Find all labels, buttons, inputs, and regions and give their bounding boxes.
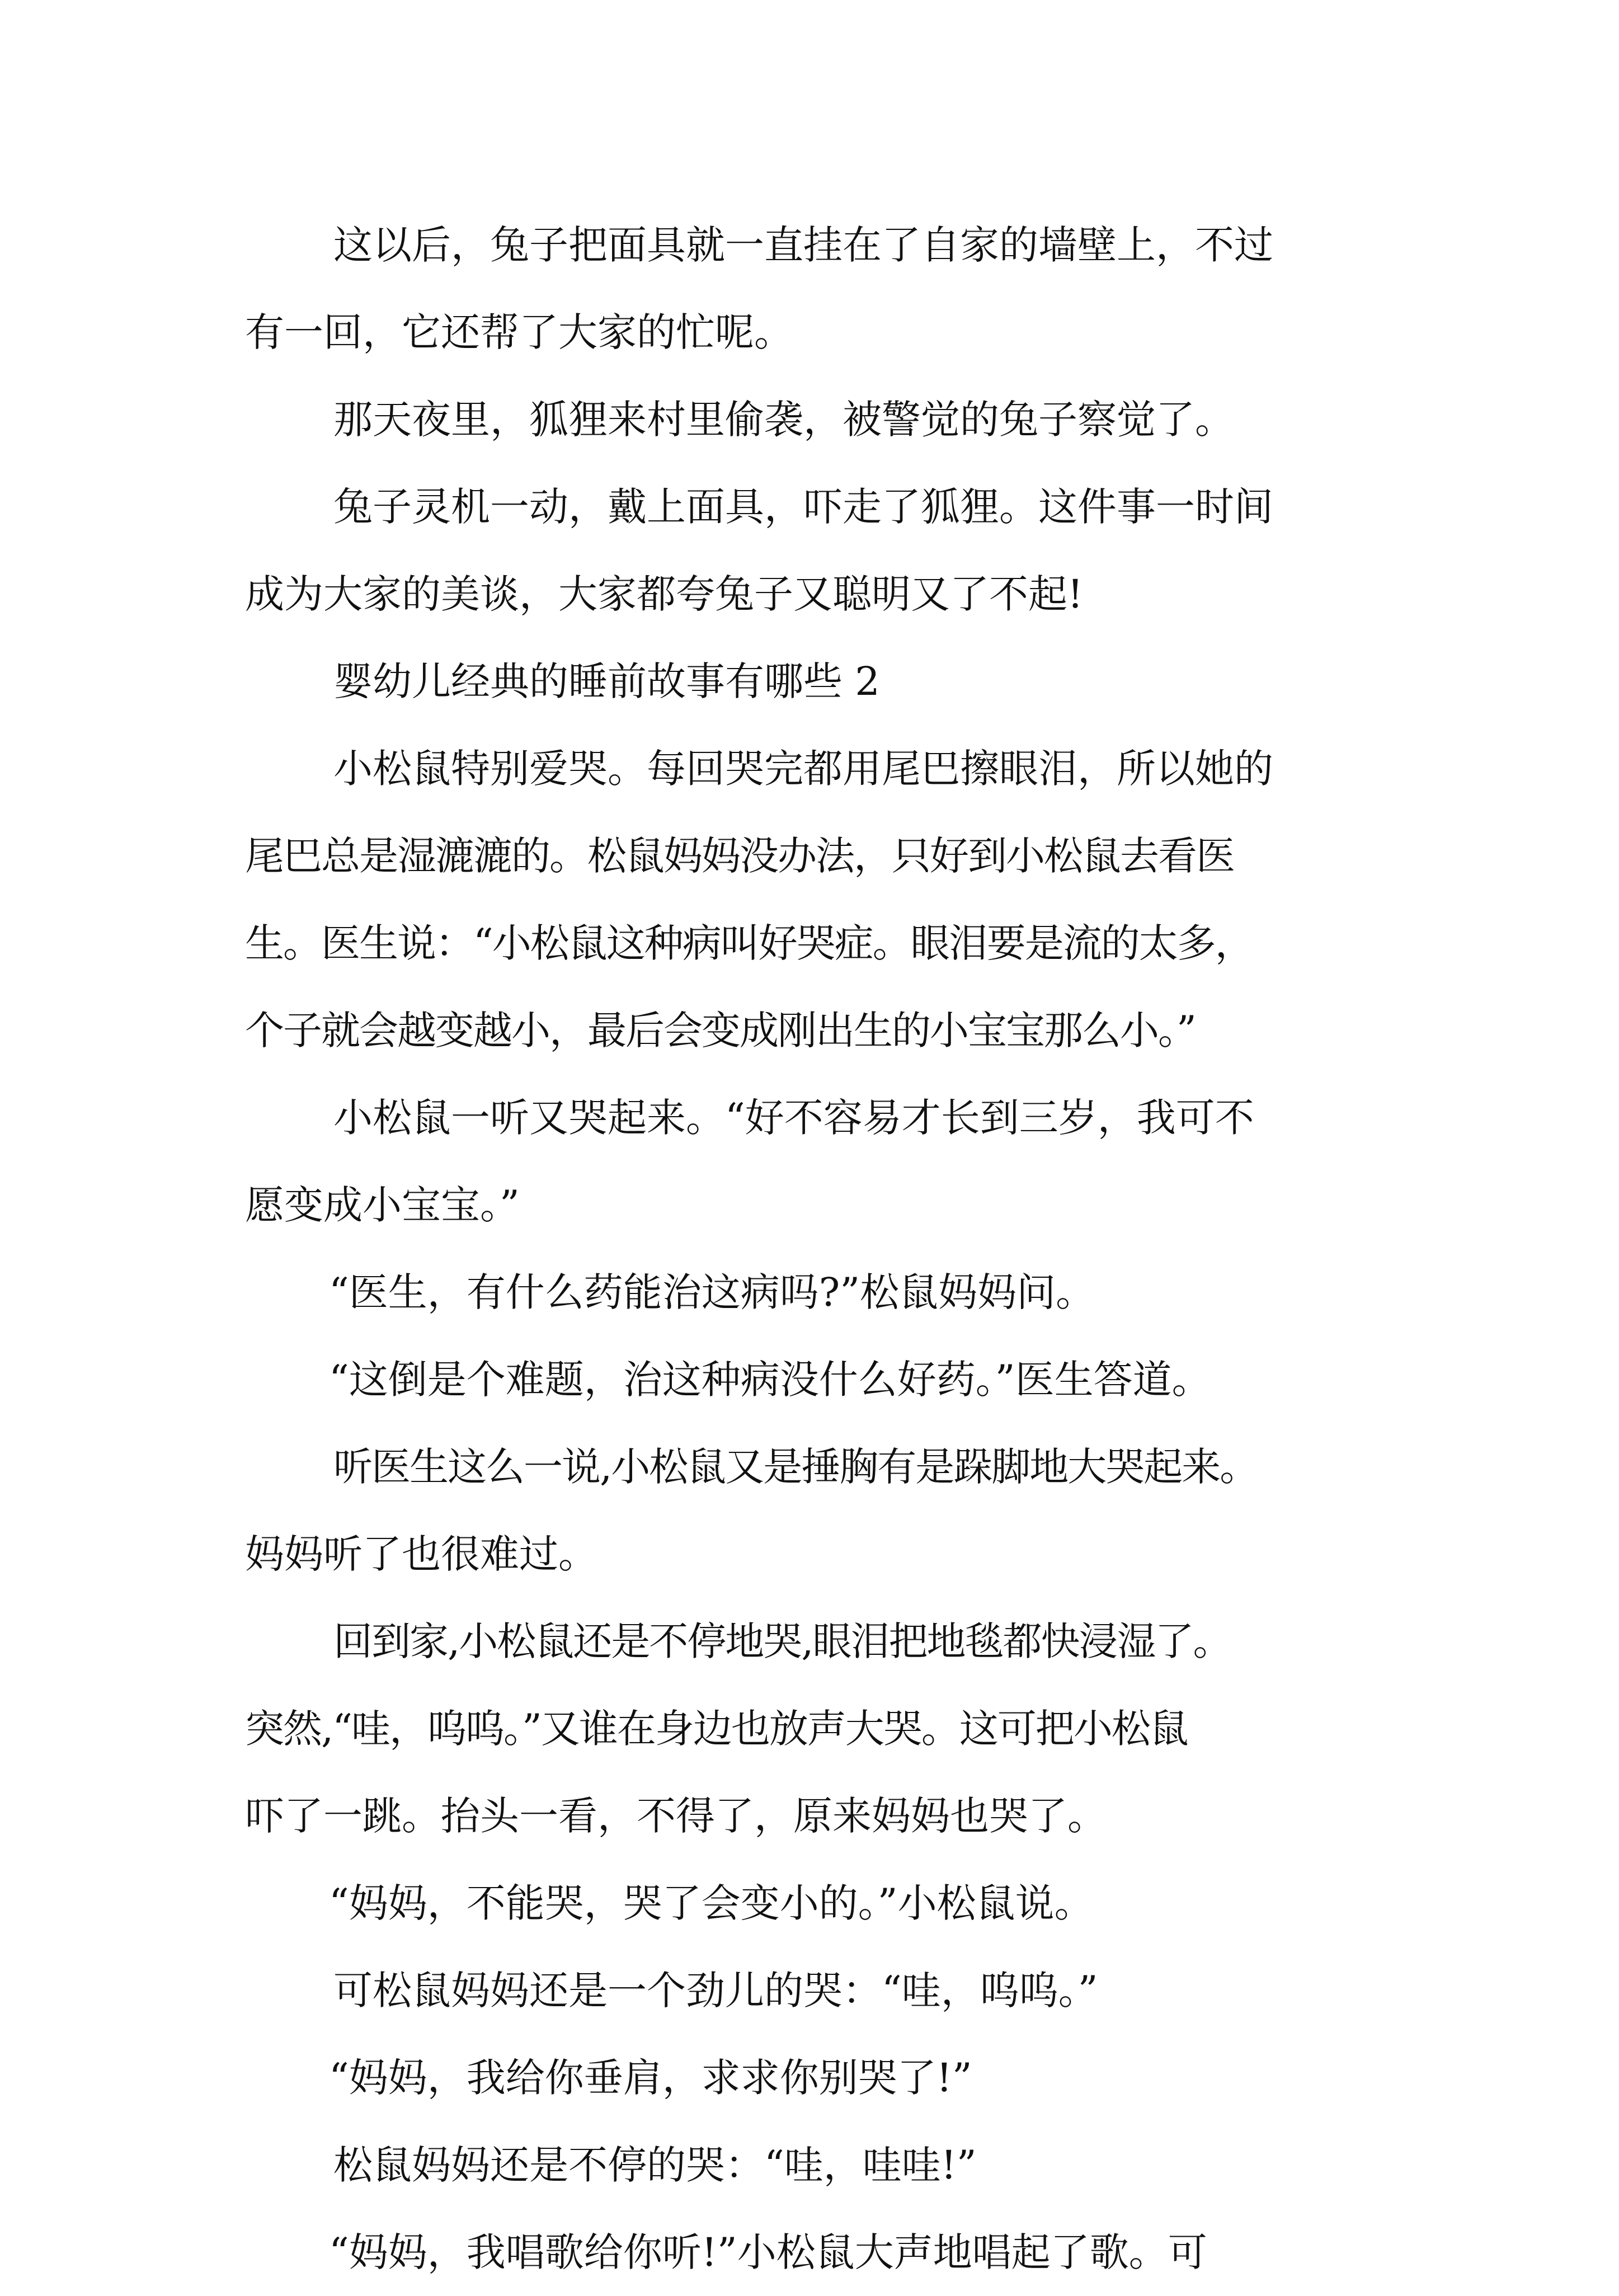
text-line: “妈妈，我唱歌给你听!”小松鼠大声地唱起了歌。可 [329, 2229, 1207, 2275]
text-line: 吓了一跳。抬头一看，不得了，原来妈妈也哭了。 [245, 1793, 1107, 1839]
text-line: 尾巴总是湿漉漉的。松鼠妈妈没办法，只好到小松鼠去看医 [245, 833, 1234, 879]
text-line: 可松鼠妈妈还是一个劲儿的哭：“哇，呜呜。” [333, 1968, 1098, 2013]
text-line: 小松鼠特别爱哭。每回哭完都用尾巴擦眼泪，所以她的 [333, 746, 1273, 792]
text-line: 兔子灵机一动，戴上面具，吓走了狐狸。这件事一时间 [333, 484, 1273, 530]
text-line: 松鼠妈妈还是不停的哭：“哇，哇哇!” [333, 2142, 977, 2188]
text-line: 生。医生说：“小松鼠这种病叫好哭症。眼泪要是流的太多， [245, 920, 1253, 966]
text-line: 突然,“哇，呜呜。”又谁在身边也放声大哭。这可把小松鼠 [245, 1706, 1188, 1752]
text-line: 个子就会越变越小，最后会变成刚出生的小宝宝那么小。” [245, 1008, 1196, 1053]
text-line: 听医生这么一说,小松鼠又是捶胸有是跺脚地大哭起来。 [333, 1444, 1258, 1490]
text-line: “妈妈，我给你垂肩，求求你别哭了!” [329, 2055, 972, 2101]
text-line: “这倒是个难题，治这种病没什么好药。”医生答道。 [329, 1357, 1211, 1403]
text-line: “医生，有什么药能治这病吗?”松鼠妈妈问。 [329, 1269, 1095, 1315]
document-body [245, 201, 1386, 2296]
text-line: “妈妈，不能哭，哭了会变小的。”小松鼠说。 [329, 1880, 1094, 1926]
text-line: 这以后，兔子把面具就一直挂在了自家的墙壁上，不过 [333, 222, 1273, 268]
text-line: 成为大家的美谈，大家都夸兔子又聪明又了不起! [245, 571, 1084, 617]
text-line: 妈妈听了也很难过。 [245, 1531, 597, 1577]
text-line: 小松鼠一听又哭起来。“好不容易才长到三岁，我可不 [333, 1095, 1254, 1141]
text-line: 愿变成小宝宝。” [245, 1182, 520, 1228]
text-line: 回到家,小松鼠还是不停地哭,眼泪把地毯都快浸湿了。 [333, 1619, 1231, 1664]
section-heading: 婴幼儿经典的睡前故事有哪些 2 [333, 658, 880, 704]
text-line: 有一回，它还帮了大家的忙呢。 [245, 309, 793, 355]
text-line: 那天夜里，狐狸来村里偷袭，被警觉的兔子察觉了。 [333, 397, 1234, 443]
